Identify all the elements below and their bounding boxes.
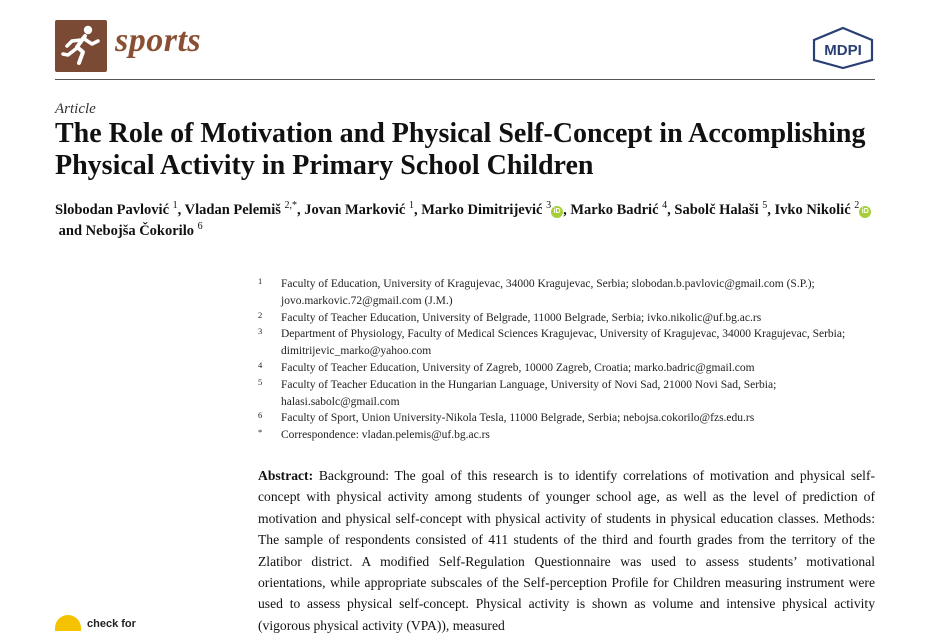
author-affiliation-marker: 2 bbox=[854, 200, 860, 212]
affiliation-number: 4 bbox=[258, 359, 263, 370]
author-list bbox=[55, 200, 885, 242]
affiliation-number: 2 bbox=[258, 309, 263, 320]
author-separator: , bbox=[414, 202, 422, 218]
abstract bbox=[258, 465, 875, 636]
affiliation-text: Faculty of Teacher Education, University of Zagreb, 10000 Zagreb, Croatia; marko.badric@gmail.com bbox=[281, 361, 755, 374]
journal-name[interactable]: sports bbox=[115, 22, 202, 59]
affiliation-item bbox=[258, 360, 878, 377]
affiliation-text: Faculty of Teacher Education, University of Belgrade, 11000 Belgrade, Serbia; ivko.nikolic@uf.bg.ac.rs bbox=[281, 311, 762, 324]
check-updates-label: check for bbox=[87, 618, 136, 630]
affiliation-item bbox=[258, 310, 878, 327]
orcid-icon[interactable]: iD bbox=[859, 206, 871, 218]
header-divider bbox=[55, 79, 875, 80]
header bbox=[0, 0, 930, 80]
affiliation-number: 3 bbox=[258, 326, 263, 337]
affiliation-text: Faculty of Education, University of Kragujevac, 34000 Kragujevac, Serbia; slobodan.b.pavlovic@gmail.com (S.P.); jovo.markovic.72@gmail.com (J.M.) bbox=[281, 278, 815, 307]
orcid-icon[interactable]: iD bbox=[551, 206, 563, 218]
affiliation-item bbox=[258, 427, 878, 444]
author-name[interactable]: Nebojša Čokorilo bbox=[85, 223, 194, 239]
author-name[interactable]: Jovan Marković bbox=[304, 202, 406, 218]
affiliation-item bbox=[258, 326, 878, 360]
journal-logo[interactable] bbox=[55, 20, 107, 72]
author-separator: , bbox=[297, 202, 305, 218]
author-separator: , bbox=[667, 202, 675, 218]
author-affiliation-marker: 6 bbox=[197, 221, 203, 233]
affiliation-number: 6 bbox=[258, 410, 263, 421]
affiliation-number: 5 bbox=[258, 376, 263, 387]
affiliation-text: Faculty of Sport, Union University-Nikola Tesla, 11000 Belgrade, Serbia; nebojsa.cokorilo@fzs.edu.rs bbox=[281, 412, 755, 425]
article-title: The Role of Motivation and Physical Self-Concept in Accomplishing Physical Activity in Primary School Children bbox=[55, 118, 866, 181]
article-type: Article bbox=[55, 101, 96, 117]
author-affiliation-marker: 3 bbox=[546, 200, 552, 212]
author-name[interactable]: Sabolč Halaši bbox=[674, 202, 759, 218]
affiliation-text: Department of Physiology, Faculty of Medical Sciences Kragujevac, University of Kragujevac, 34000 Kragujevac, Serbia; dimitrijevic_marko@yahoo.com bbox=[281, 328, 846, 358]
runner-icon bbox=[55, 20, 107, 72]
author-affiliation-marker: 1 bbox=[172, 200, 178, 212]
author-name[interactable]: Slobodan Pavlović bbox=[55, 202, 170, 218]
affiliation-item bbox=[258, 276, 878, 310]
author-name[interactable]: Vladan Pelemiš bbox=[184, 202, 281, 218]
affiliation-number: 1 bbox=[258, 276, 263, 286]
affiliation-text: Faculty of Teacher Education in the Hungarian Language, University of Novi Sad, 21000 Novi Sad, Serbia; halasi.sabolc@gmail.com bbox=[281, 378, 777, 408]
author-separator: , bbox=[177, 202, 185, 218]
author-separator: , bbox=[563, 202, 571, 218]
abstract-label: Abstract: bbox=[258, 468, 314, 483]
publisher-name: MDPI bbox=[824, 42, 862, 59]
check-updates-icon bbox=[55, 615, 81, 631]
affiliation-list bbox=[258, 276, 878, 444]
abstract-text: Background: The goal of this research is to identify correlations of motivation and physical self-concept with physical activity among students of younger school age, as well as the level of prediction of motivation and physical self-concept with physical activity of students in physical education classes. Methods: The sample of respondents consisted of 411 students of the third and fourth grades from the territory of the Zlatibor district. A modified Self-Regulation Questionnaire was used to assess students’ motivational orientations, while appropriate subscales of the Self-perception Profile for Children measuring instrument were used to assess physical self-concept. Physical activity is shown as volume and intensive physical activity (vigorous physical activity (VPA)), measured bbox=[258, 468, 875, 633]
author-separator: , bbox=[767, 202, 775, 218]
affiliation-number: * bbox=[258, 427, 263, 438]
author-affiliation-marker: 5 bbox=[762, 200, 768, 212]
author-affiliation-marker: 4 bbox=[662, 200, 668, 212]
affiliation-item bbox=[258, 377, 878, 411]
author-separator: and bbox=[55, 223, 86, 239]
author-name[interactable]: Marko Badrić bbox=[570, 202, 659, 218]
author-name[interactable]: Marko Dimitrijević bbox=[421, 202, 543, 218]
author-affiliation-marker: 1 bbox=[409, 200, 414, 212]
mdpi-logo[interactable] bbox=[810, 26, 876, 70]
author-name[interactable]: Ivko Nikolić bbox=[774, 202, 851, 218]
author-affiliation-marker: 2,* bbox=[284, 200, 298, 212]
affiliation-text: Correspondence: vladan.pelemis@uf.bg.ac.rs bbox=[281, 429, 490, 442]
affiliation-item bbox=[258, 410, 878, 427]
